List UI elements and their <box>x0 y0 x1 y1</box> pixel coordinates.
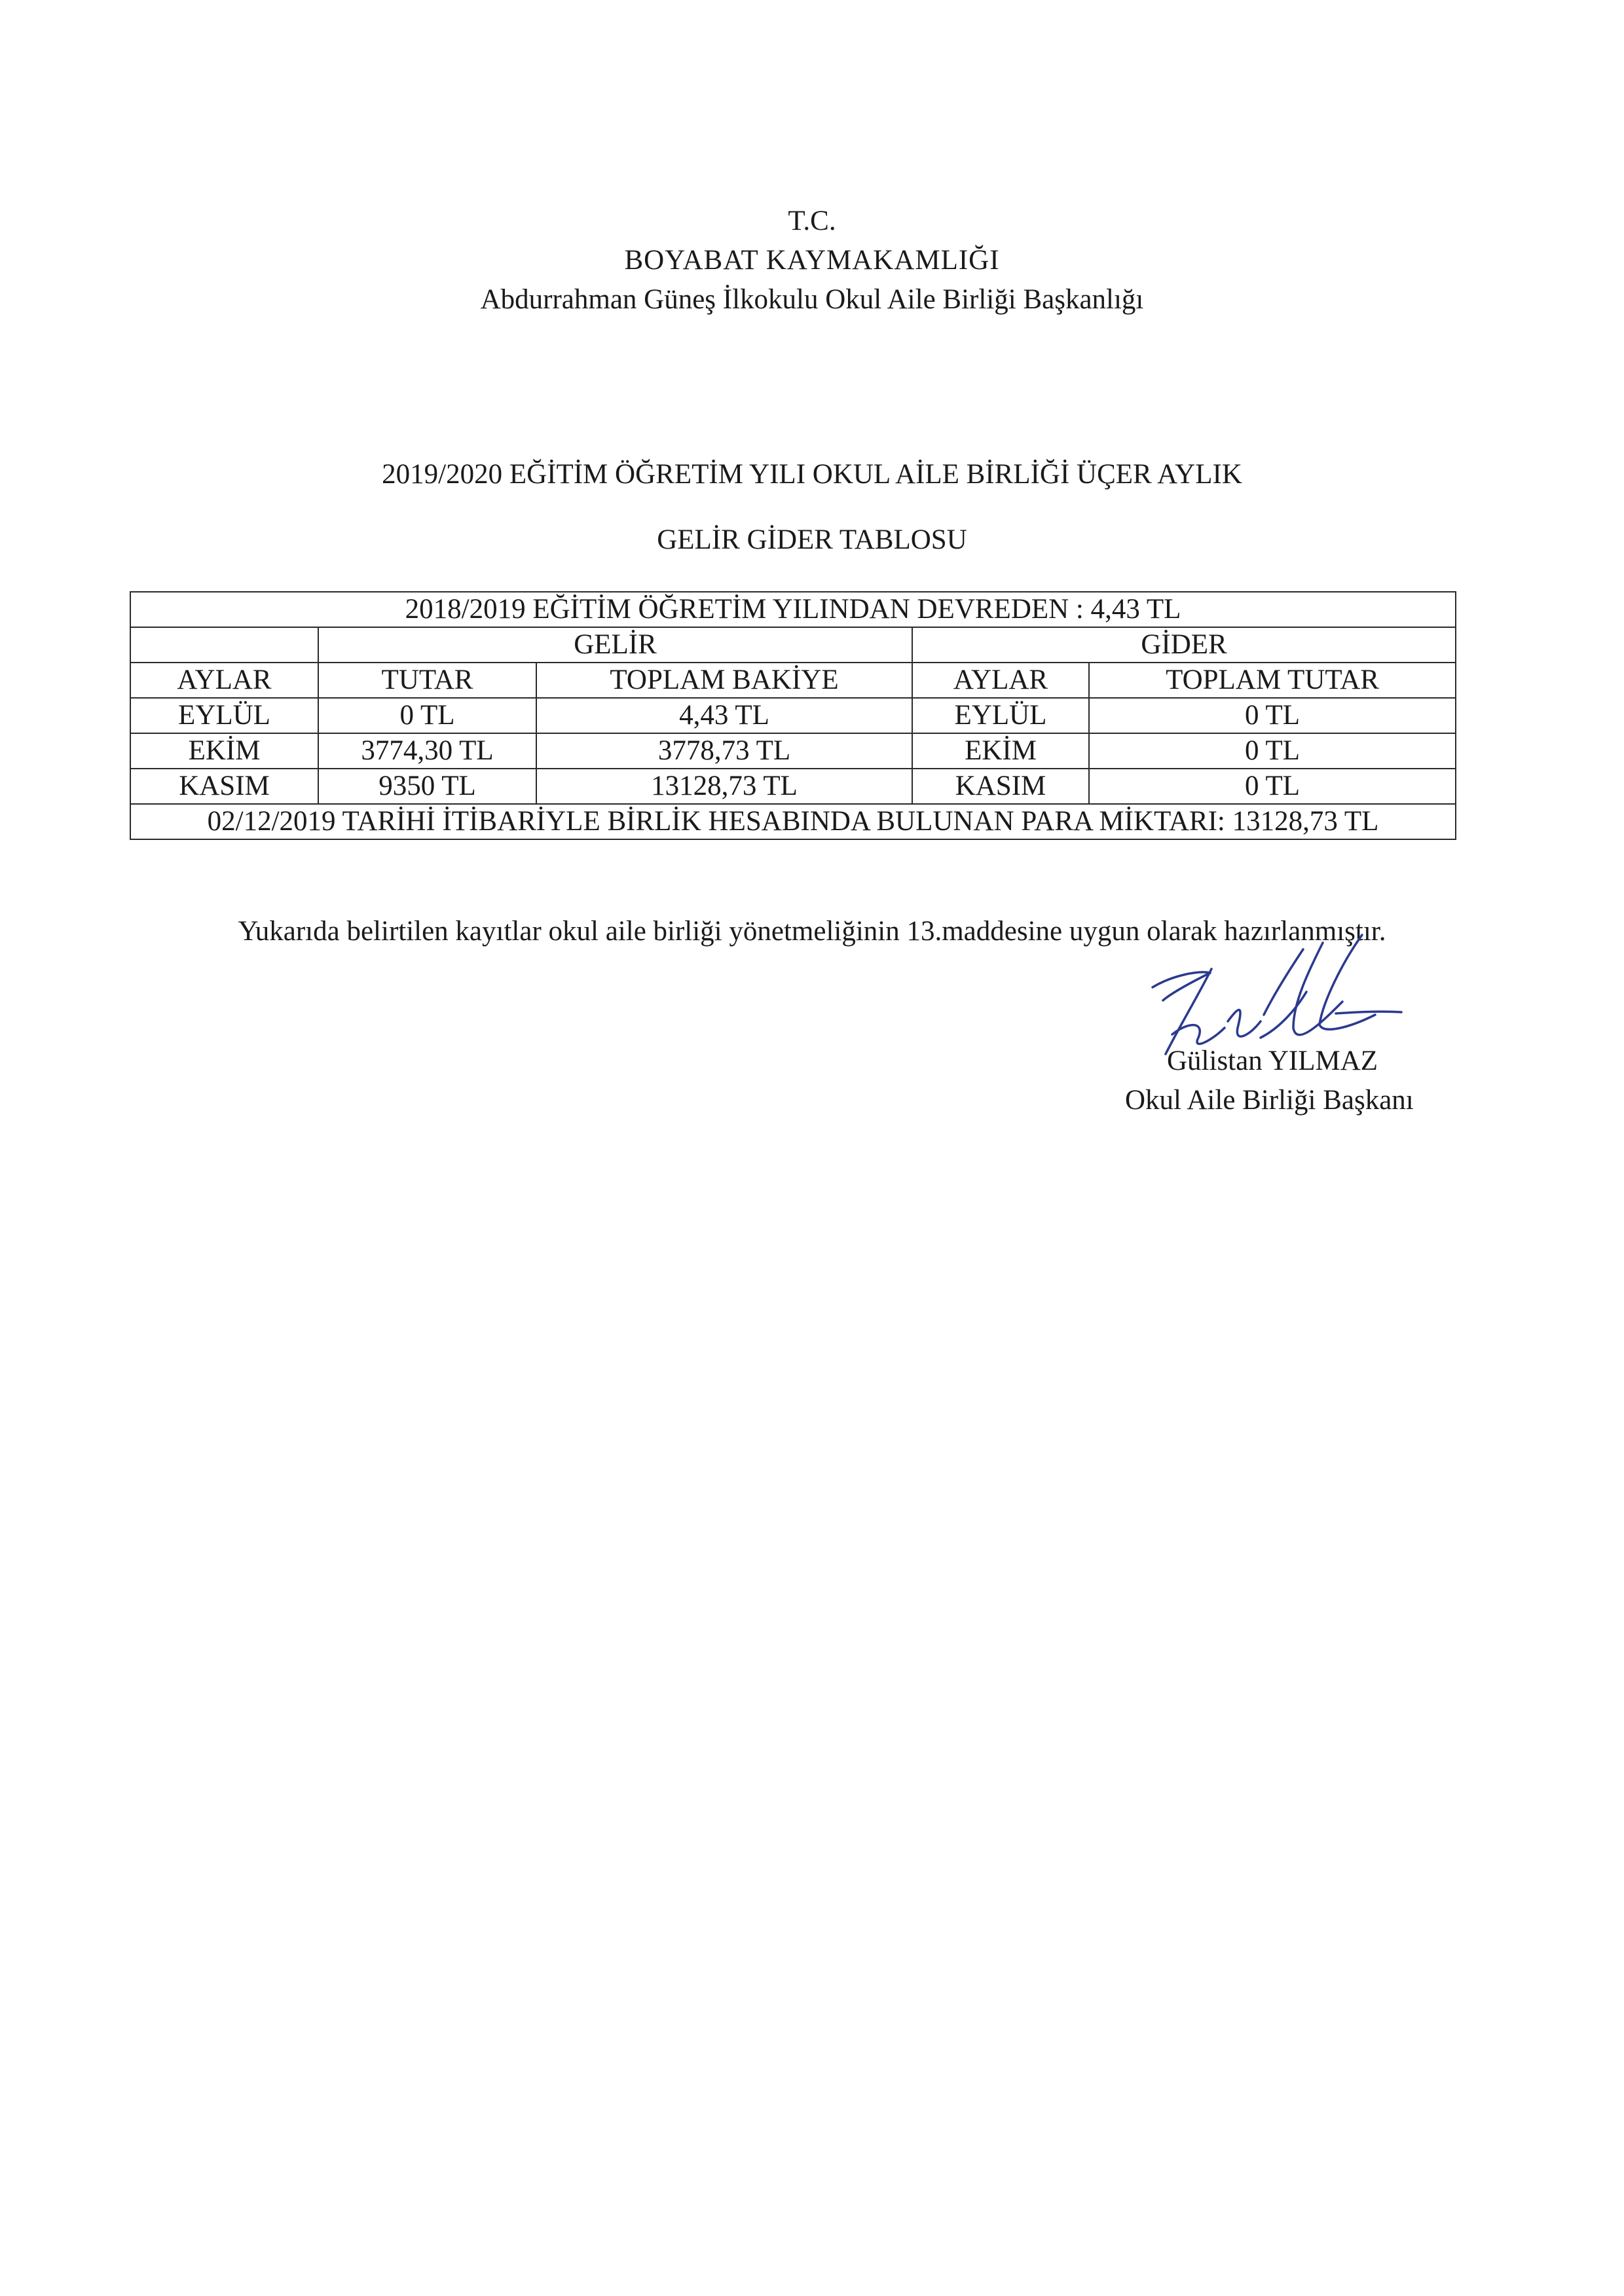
table-cell: KASIM <box>130 769 318 804</box>
empty-cell <box>130 627 318 663</box>
signatory-name: Gülistan YILMAZ <box>1167 1046 1378 1076</box>
balance-statement-cell: 02/12/2019 TARİHİ İTİBARİYLE BİRLİK HESABINDA BULUNAN PARA MİKTARI: 13128,73 TL <box>130 804 1456 839</box>
table-cell: 3778,73 TL <box>536 733 912 769</box>
table-cell: 0 TL <box>318 698 536 733</box>
header-institution: BOYABAT KAYMAKAMLIĞI <box>624 245 1000 276</box>
column-header-row <box>130 663 1456 698</box>
table-cell: 3774,30 TL <box>318 733 536 769</box>
document-subtitle: GELİR GİDER TABLOSU <box>657 524 967 555</box>
carryover-cell: 2018/2019 EĞİTİM ÖĞRETİM YILINDAN DEVREDEN : 4,43 TL <box>130 592 1456 627</box>
table-cell: 9350 TL <box>318 769 536 804</box>
table-cell: EKİM <box>130 733 318 769</box>
header-tc: T.C. <box>788 206 836 236</box>
group-header-row <box>130 627 1456 663</box>
table-row <box>130 769 1456 804</box>
footer-row <box>130 804 1456 839</box>
column-header: TOPLAM BAKİYE <box>536 663 912 698</box>
document-title: 2019/2020 EĞİTİM ÖĞRETİM YILI OKUL AİLE BİRLİĞİ ÜÇER AYLIK <box>382 459 1242 490</box>
signature-stroke <box>1228 1010 1261 1037</box>
column-header: AYLAR <box>912 663 1089 698</box>
table-cell: 0 TL <box>1089 698 1456 733</box>
carryover-row <box>130 592 1456 627</box>
table-cell: 0 TL <box>1089 733 1456 769</box>
compliance-note: Yukarıda belirtilen kayıtlar okul aile birliği yönetmeliğinin 13.maddesine uygun olarak hazırlanmıştır. <box>238 916 1386 947</box>
table-cell: KASIM <box>912 769 1089 804</box>
table-cell: 13128,73 TL <box>536 769 912 804</box>
table-row <box>130 698 1456 733</box>
column-header: TOPLAM TUTAR <box>1089 663 1456 698</box>
table-cell: 0 TL <box>1089 769 1456 804</box>
signatory-role: Okul Aile Birliği Başkanı <box>1125 1085 1414 1116</box>
table-row <box>130 733 1456 769</box>
expense-group-header: GİDER <box>912 627 1456 663</box>
signature-stroke <box>1172 1025 1225 1044</box>
signature-stroke <box>1293 943 1342 1035</box>
table-cell: EYLÜL <box>130 698 318 733</box>
table-cell: EKİM <box>912 733 1089 769</box>
income-group-header: GELİR <box>318 627 912 663</box>
income-expense-table <box>130 591 1456 840</box>
header-school: Abdurrahman Güneş İlkokulu Okul Aile Birliği Başkanlığı <box>480 284 1144 315</box>
table-cell: 4,43 TL <box>536 698 912 733</box>
column-header: TUTAR <box>318 663 536 698</box>
column-header: AYLAR <box>130 663 318 698</box>
signature-stroke <box>1336 1011 1401 1013</box>
table-cell: EYLÜL <box>912 698 1089 733</box>
